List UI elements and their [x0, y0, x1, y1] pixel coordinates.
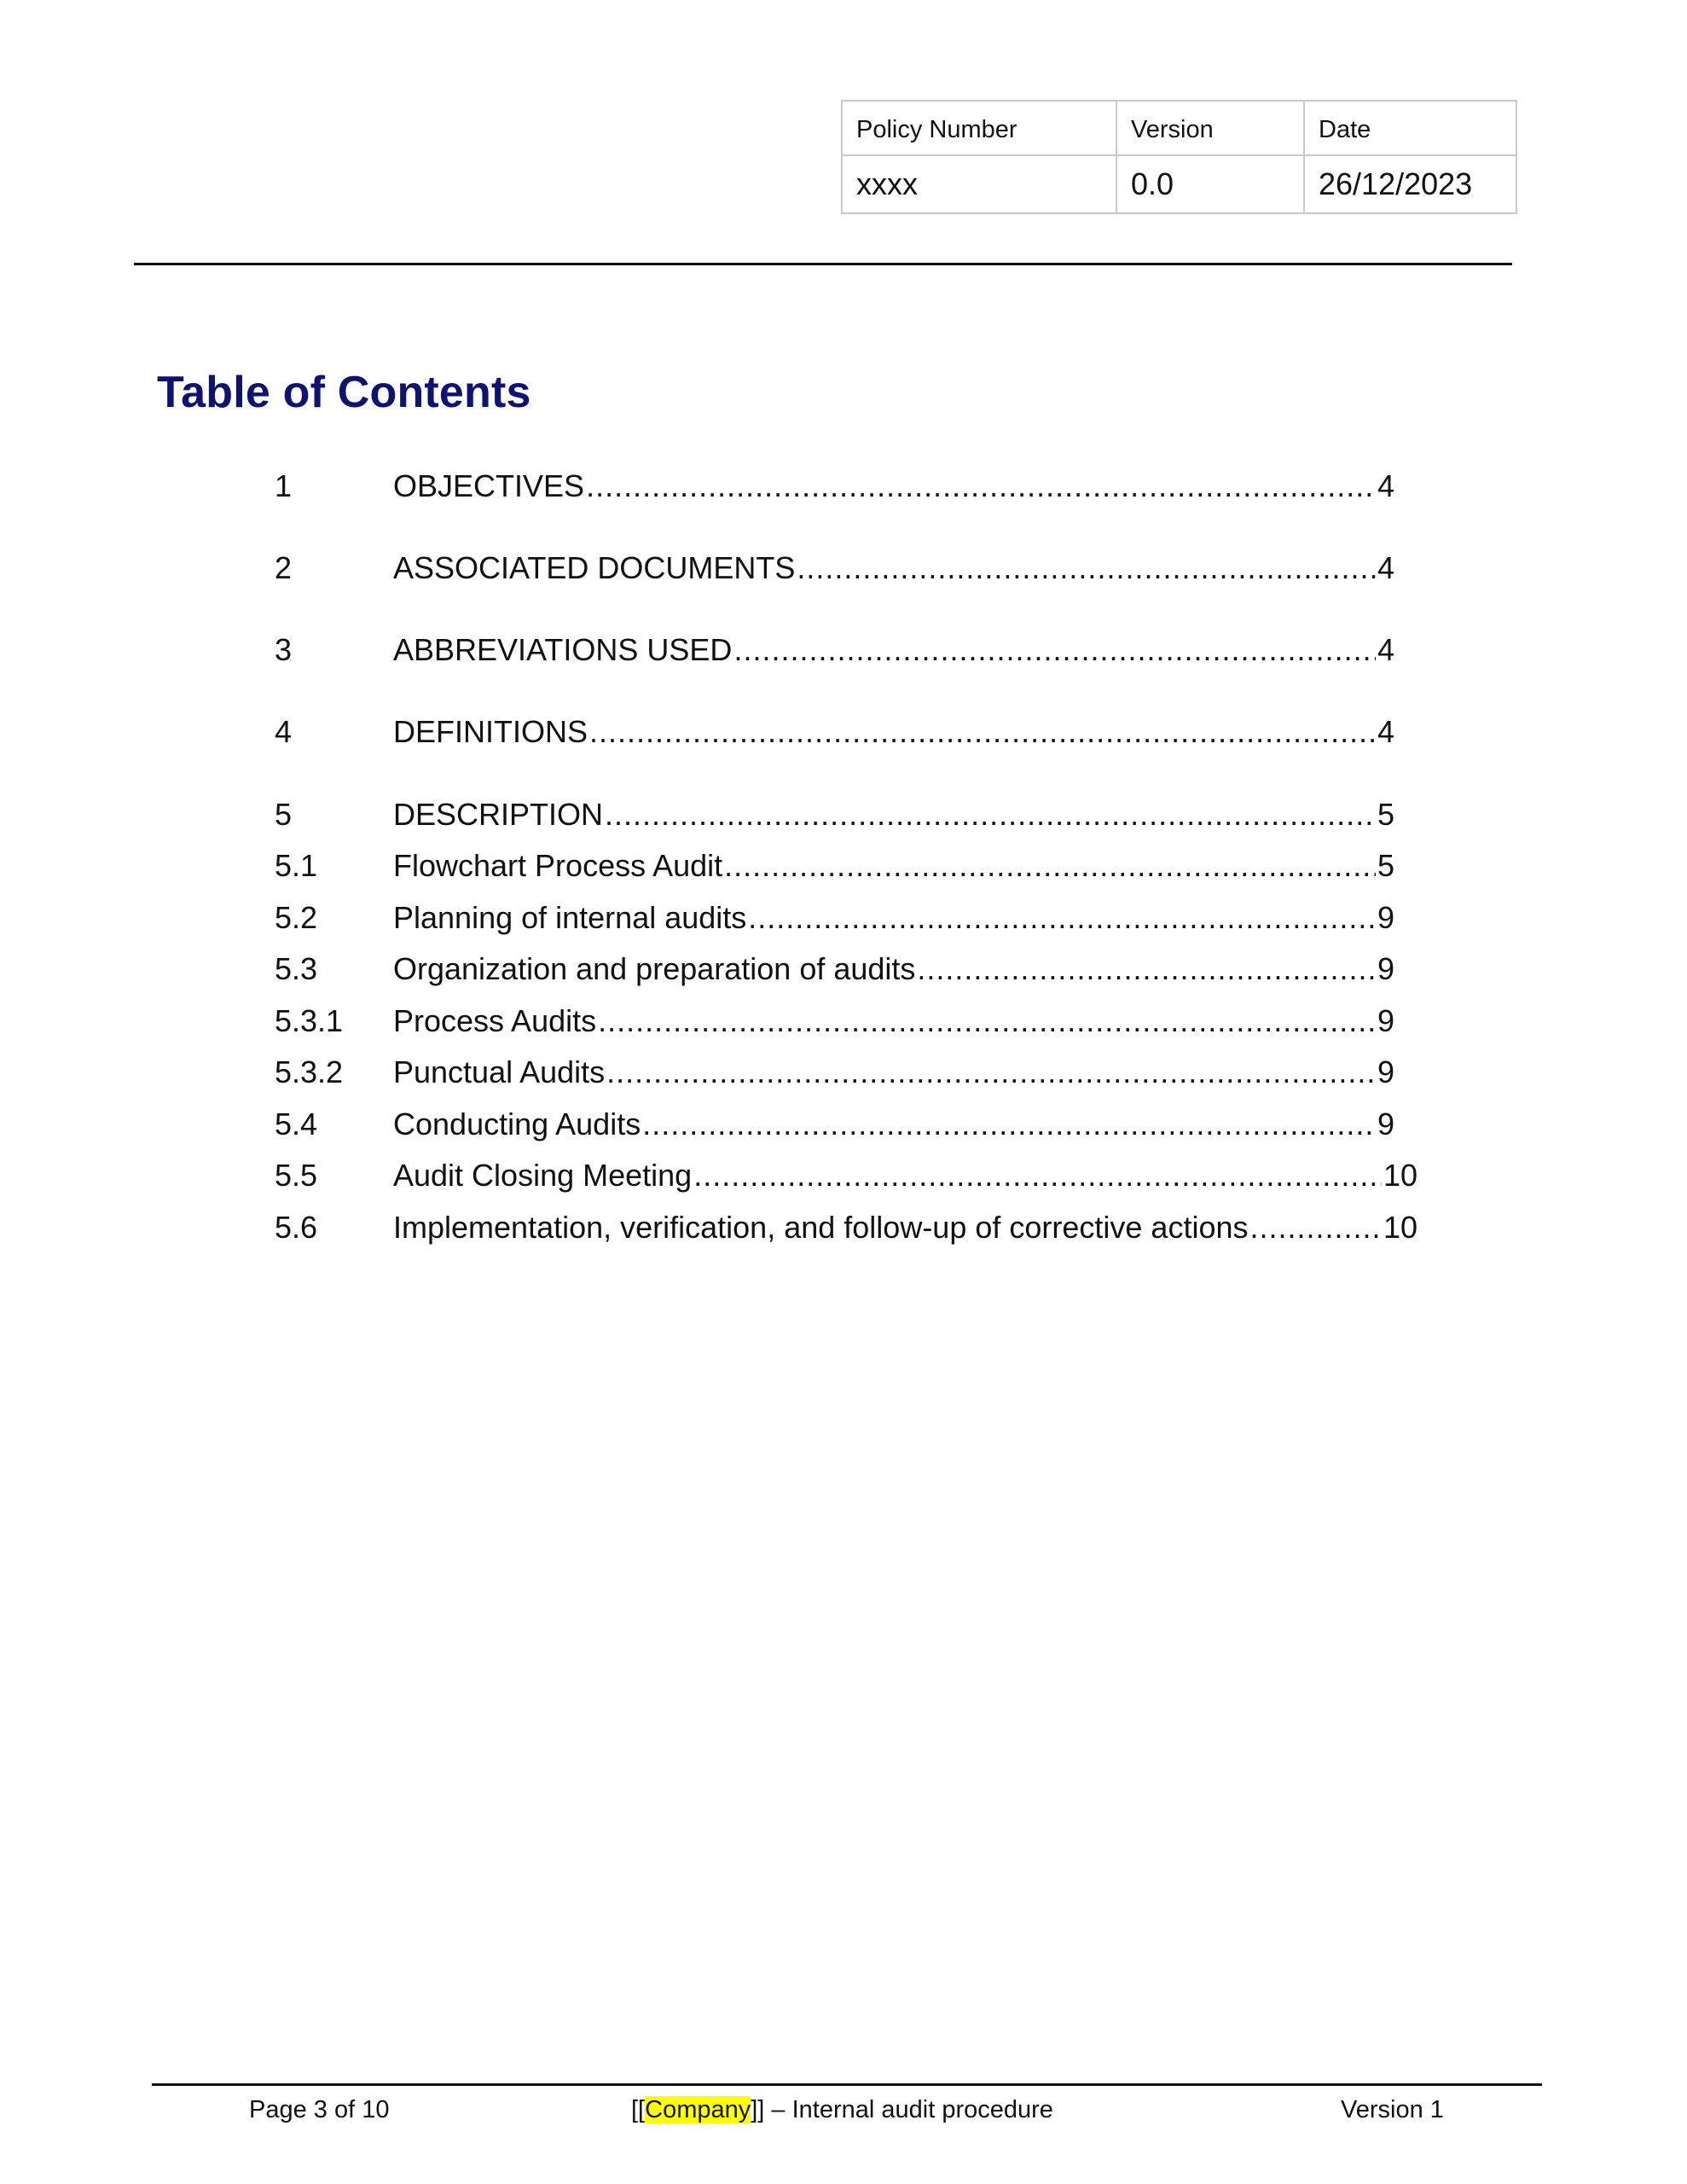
toc-entry[interactable] [275, 547, 1417, 590]
toc-dot-leader [606, 1051, 1376, 1094]
toc-entry-text: Conducting Audits [393, 1107, 641, 1141]
toc-entry-number: 5.4 [275, 1107, 318, 1141]
toc-entry-page: 5 [1377, 797, 1394, 832]
toc-entry-page: 4 [1377, 468, 1394, 503]
toc-entry-text: Flowchart Process Audit [393, 848, 723, 883]
toc-entry-page: 4 [1377, 550, 1394, 585]
toc-dot-leader [605, 793, 1376, 836]
date-header: Date [1304, 101, 1516, 155]
toc-entry-number: 2 [275, 550, 293, 585]
policy-meta-table [841, 100, 1517, 214]
toc-entry[interactable] [275, 1000, 1417, 1043]
toc-entry-number: 5 [275, 797, 293, 832]
toc-entry-page: 9 [1377, 951, 1394, 986]
toc-entry-number: 3 [275, 632, 293, 667]
toc-entry[interactable] [275, 845, 1417, 887]
footer-divider [152, 2083, 1542, 2086]
toc-entry-text: OBJECTIVES [393, 468, 585, 503]
toc-entry[interactable] [275, 711, 1417, 753]
toc-entry[interactable] [275, 1206, 1417, 1249]
toc-entry-number: 5.1 [275, 848, 318, 883]
toc-entry[interactable] [275, 629, 1417, 671]
toc-entry-page: 4 [1377, 632, 1394, 667]
date-value: 26/12/2023 [1304, 155, 1516, 213]
toc-entry[interactable] [275, 948, 1417, 990]
footer-page-number: Page 3 of 10 [249, 2096, 390, 2123]
toc-dot-leader [797, 547, 1376, 590]
policy-number-header: Policy Number [842, 101, 1116, 155]
toc-entry-page: 9 [1377, 1054, 1394, 1089]
footer-document-title [631, 2093, 1053, 2127]
toc-entry[interactable] [275, 1103, 1417, 1146]
policy-number-value: xxxx [842, 155, 1116, 213]
version-header: Version [1116, 101, 1304, 155]
toc-entry-number: 5.3 [275, 951, 318, 986]
toc-entry[interactable] [275, 897, 1417, 939]
toc-entry-page: 9 [1377, 1107, 1394, 1141]
toc-entry[interactable] [275, 1051, 1417, 1094]
toc-entry-text: Organization and preparation of audits [393, 951, 916, 986]
toc-dot-leader [748, 897, 1376, 939]
toc-dot-leader [1249, 1206, 1381, 1249]
toc-entry-page: 4 [1377, 714, 1394, 749]
footer-title-prefix: [[ [631, 2096, 646, 2123]
toc-dot-leader [598, 1000, 1376, 1043]
toc-entry-text: ASSOCIATED DOCUMENTS [393, 550, 796, 585]
toc-entry-page: 10 [1383, 1158, 1417, 1193]
version-value: 0.0 [1116, 155, 1304, 213]
company-placeholder: Company [645, 2096, 751, 2123]
toc-entry-number: 1 [275, 468, 293, 503]
toc-dot-leader [642, 1103, 1376, 1146]
toc-title: Table of Contents [157, 368, 531, 417]
header-divider [134, 263, 1512, 265]
toc-dot-leader [724, 845, 1376, 887]
toc-entry-text: Audit Closing Meeting [393, 1158, 693, 1193]
toc-entry-text: DESCRIPTION [393, 797, 604, 832]
toc-entry-number: 5.5 [275, 1158, 318, 1193]
meta-value-row [842, 155, 1516, 213]
toc-dot-leader [917, 948, 1376, 990]
toc-entry-text: Implementation, verification, and follow-up of corrective actions [393, 1210, 1249, 1245]
toc-dot-leader [589, 711, 1376, 753]
toc-entry[interactable] [275, 465, 1417, 508]
toc-dot-leader [733, 629, 1376, 671]
toc-entry-number: 4 [275, 714, 293, 749]
toc-entry-page: 10 [1383, 1210, 1417, 1245]
toc-entry-page: 9 [1377, 900, 1394, 935]
toc-dot-leader [693, 1154, 1382, 1197]
toc-entry-text: Process Audits [393, 1003, 597, 1038]
toc-entry-text: Planning of internal audits [393, 900, 747, 935]
toc-entry-number: 5.3.2 [275, 1054, 344, 1089]
toc-entry-text: DEFINITIONS [393, 714, 588, 749]
toc-entry-text: ABBREVIATIONS USED [393, 632, 733, 667]
footer-version: Version 1 [1341, 2096, 1444, 2123]
toc-entry-number: 5.2 [275, 900, 318, 935]
toc-entry-number: 5.3.1 [275, 1003, 344, 1038]
toc-entry-number: 5.6 [275, 1210, 318, 1245]
footer-title-suffix: ]] – Internal audit procedure [751, 2096, 1053, 2123]
toc-entry[interactable] [275, 793, 1417, 836]
toc-entry[interactable] [275, 1154, 1417, 1197]
toc-entry-text: Punctual Audits [393, 1054, 606, 1089]
meta-header-row [842, 101, 1516, 155]
toc-entry-page: 5 [1377, 848, 1394, 883]
toc-dot-leader [586, 465, 1376, 508]
toc-entry-page: 9 [1377, 1003, 1394, 1038]
